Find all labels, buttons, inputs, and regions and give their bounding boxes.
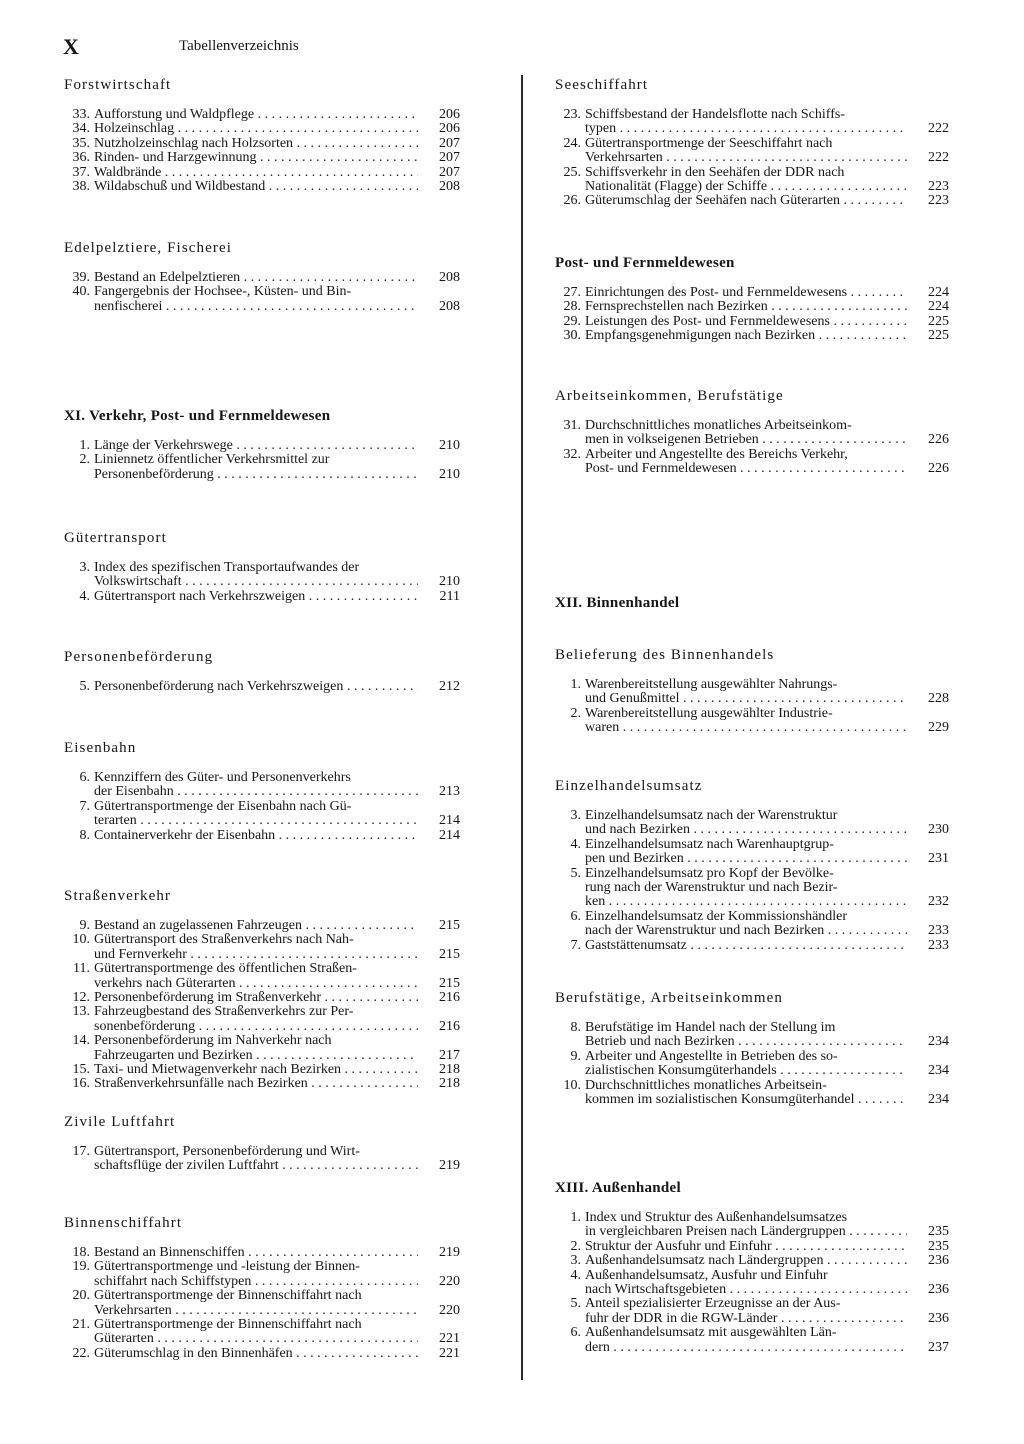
entry-title-line: Durchschnittliches monatliches Arbeitsein- (585, 1078, 827, 1093)
section-heading: Arbeitseinkommen, Berufstätige (555, 388, 784, 404)
section-heading: XIII. Außenhandel (555, 1180, 681, 1196)
entry-number: 15. (72, 1062, 90, 1078)
entry-number: 13. (72, 1004, 90, 1020)
entry-page-number: 217 (439, 1047, 460, 1063)
entry-page-number: 224 (928, 285, 949, 300)
toc-entry (64, 771, 460, 800)
entry-title-line: Gütertransportmenge der Eisenbahn nach Gü- (94, 799, 352, 814)
toc-entry (64, 122, 460, 136)
entry-page-number: 215 (439, 946, 460, 962)
section-heading: Berufstätige, Arbeitseinkommen (555, 990, 783, 1006)
toc-entry (555, 867, 949, 910)
entry-title-line: Güterumschlag in den Binnenhäfen . . . (94, 1347, 418, 1361)
entry-title-line: Schiffsbestand der Handelsflotte nach Schiffs- (585, 108, 845, 122)
toc-entry (64, 962, 460, 991)
entry-title-line: Gaststättenumsatz . . . (585, 939, 907, 953)
entry-title-line: Gütertransportmenge der Binnenschiffahrt nach (94, 1289, 362, 1304)
section-heading: XI. Verkehr, Post- und Fernmeldewesen (64, 408, 331, 424)
toc-entry (64, 919, 460, 933)
entry-page-number: 212 (439, 679, 460, 694)
entry-title-line: Post- und Fernmeldewesen . . . (585, 462, 907, 476)
toc-section (64, 1112, 460, 1174)
toc-entry (555, 329, 949, 343)
toc-section (555, 253, 949, 344)
entry-title-line: Leistungen des Post- und Fernmeldewesens . . . (585, 315, 907, 329)
entry-title-line: Einzelhandelsumsatz der Kommissionshändler (585, 909, 848, 924)
entry-title-line: waren . . . (585, 721, 907, 735)
toc-section (64, 886, 460, 1092)
entry-number: 7. (79, 798, 90, 814)
section-heading: Post- und Fernmeldewesen (555, 255, 735, 271)
toc-entry (555, 286, 949, 300)
entry-title-line: verkehrs nach Güterarten . . . (94, 977, 418, 991)
toc-section (64, 75, 460, 194)
entry-number: 16. (72, 1076, 90, 1092)
entry-page-number: 222 (928, 150, 949, 166)
toc-entry (64, 933, 460, 962)
entry-title-line: Verkehrsarten . . . (585, 151, 907, 165)
entry-number: 6. (79, 770, 90, 785)
toc-entry (555, 910, 949, 939)
entry-title-line: Durchschnittliches monatliches Arbeitseinkom- (585, 419, 852, 433)
entry-page-number: 219 (439, 1158, 460, 1174)
entry-title-line: Schiffsverkehr in den Seehäfen der DDR nach (585, 165, 845, 180)
column-divider (521, 75, 523, 1380)
toc-entry (64, 1034, 460, 1063)
toc-entry (64, 137, 460, 151)
toc-section (555, 75, 949, 209)
entry-number: 4. (79, 588, 90, 604)
entry-title-line: Bestand an zugelassenen Fahrzeugen . . . (94, 919, 418, 933)
entry-title-line: Empfangsgenehmigungen nach Bezirken . . . (585, 329, 907, 343)
entry-title-line: Taxi- und Mietwagenverkehr nach Bezirken . . . (94, 1063, 418, 1077)
section-heading: Eisenbahn (64, 740, 137, 756)
entry-page-number: 236 (928, 1282, 949, 1298)
entry-number: 5. (570, 1296, 581, 1312)
entry-title-line: Personenbeförderung . . . (94, 468, 418, 482)
toc-section (64, 406, 460, 482)
entry-number: 40. (72, 284, 90, 300)
entry-title-line: Einrichtungen des Post- und Fernmeldewesens . . . (585, 286, 907, 300)
entry-title-line: kommen im sozialistischen Konsumgüterhandel . . . (585, 1093, 907, 1107)
entry-title-line: Personenbeförderung im Straßenverkehr . . . (94, 991, 418, 1005)
entry-title-line: Nutzholzeinschlag nach Holzsorten . . . (94, 137, 418, 151)
toc-entry (64, 680, 460, 694)
entry-page-number: 234 (928, 1034, 949, 1050)
entry-title-line: Arbeiter und Angestellte des Bereichs Verkehr, (585, 447, 848, 462)
entry-title-line: nach der Warenstruktur und nach Bezirken . . . (585, 924, 907, 938)
section-heading: Gütertransport (64, 530, 167, 546)
toc-entry (64, 439, 460, 453)
entry-number: 5. (570, 865, 581, 881)
entry-title-line: pen und Bezirken . . . (585, 852, 907, 866)
entry-number: 29. (563, 313, 581, 329)
entry-title-line: dern . . . (585, 1341, 907, 1355)
entry-page-number: 207 (439, 164, 460, 180)
entry-page-number: 211 (439, 588, 460, 604)
entry-number: 3. (570, 1253, 581, 1269)
entry-title-line: Rinden- und Harzgewinnung . . . (94, 151, 418, 165)
toc-section (555, 1178, 949, 1355)
entry-page-number: 218 (439, 1062, 460, 1078)
entry-number: 1. (570, 1210, 581, 1225)
section-heading: Edelpelztiere, Fischerei (64, 240, 232, 256)
entry-page-number: 230 (928, 822, 949, 838)
entry-title-line: der Eisenbahn . . . (94, 785, 418, 799)
entry-number: 5. (79, 679, 90, 694)
entry-title-line: Straßenverkehrsunfälle nach Bezirken . . . (94, 1077, 418, 1091)
toc-entry (64, 561, 460, 590)
entry-title-line: und Genußmittel . . . (585, 692, 907, 706)
toc-entry (64, 1145, 460, 1174)
entry-number: 23. (563, 107, 581, 122)
entry-page-number: 231 (928, 851, 949, 867)
entry-page-number: 221 (439, 1331, 460, 1347)
entry-title-line: Außenhandelsumsatz, Ausfuhr und Einfuhr (585, 1268, 828, 1283)
section-heading: Zivile Luftfahrt (64, 1114, 176, 1130)
entry-title-line: Personenbeförderung im Nahverkehr nach (94, 1034, 332, 1049)
entry-page-number: 207 (439, 150, 460, 166)
entry-number: 11. (73, 961, 90, 977)
entry-page-number: 236 (928, 1253, 949, 1269)
entry-number: 10. (72, 932, 90, 948)
toc-entry (555, 1050, 949, 1079)
toc-entry (555, 108, 949, 137)
entry-title-line: Güterumschlag der Seehäfen nach Güterarten . . . (585, 194, 907, 208)
section-heading: Seeschiffahrt (555, 77, 649, 93)
entry-title-line: Index und Struktur des Außenhandelsumsatzes (585, 1211, 848, 1225)
entry-number: 35. (72, 135, 90, 151)
section-heading: Belieferung des Binnenhandels (555, 647, 775, 663)
entry-number: 4. (570, 1267, 581, 1283)
entry-title-line: Außenhandelsumsatz nach Ländergruppen . . . (585, 1254, 907, 1268)
entry-number: 26. (563, 193, 581, 209)
entry-number: 8. (79, 827, 90, 843)
toc-entry (555, 137, 949, 166)
entry-page-number: 216 (439, 1018, 460, 1034)
entry-page-number: 213 (439, 784, 460, 800)
entry-number: 25. (563, 164, 581, 180)
entry-number: 36. (72, 150, 90, 166)
entry-page-number: 233 (928, 937, 949, 953)
section-heading: Einzelhandelsumsatz (555, 778, 703, 794)
entry-title-line: men in volkseigenen Betrieben . . . (585, 433, 907, 447)
entry-title-line: Nationalität (Flagge) der Schiffe . . . (585, 180, 907, 194)
entry-page-number: 226 (928, 461, 949, 477)
entry-title-line: Gütertransport nach Verkehrszweigen . . . (94, 590, 418, 604)
entry-number: 2. (570, 1238, 581, 1254)
entry-title-line: schiffahrt nach Schiffstypen . . . (94, 1275, 418, 1289)
toc-entry (64, 1063, 460, 1077)
entry-page-number: 232 (928, 894, 949, 910)
entry-number: 2. (570, 705, 581, 721)
entry-title-line: Volkswirtschaft . . . (94, 575, 418, 589)
entry-page-number: 208 (439, 298, 460, 314)
entry-number: 1. (570, 677, 581, 692)
toc-section (555, 386, 949, 477)
entry-page-number: 207 (439, 135, 460, 151)
entry-number: 31. (563, 418, 581, 433)
toc-section (64, 528, 460, 604)
entry-title-line: Waldbrände . . . (94, 166, 418, 180)
entry-page-number: 235 (928, 1238, 949, 1254)
toc-entry (555, 194, 949, 208)
entry-page-number: 236 (928, 1310, 949, 1326)
toc-entry (555, 838, 949, 867)
entry-page-number: 206 (439, 121, 460, 137)
toc-entry (555, 419, 949, 448)
entry-page-number: 215 (439, 918, 460, 933)
toc-entry (64, 285, 460, 314)
entry-page-number: 220 (439, 1302, 460, 1318)
entry-title-line: Warenbereitstellung ausgewählter Industrie- (585, 706, 833, 721)
entry-page-number: 210 (439, 574, 460, 590)
entry-number: 1. (79, 438, 90, 453)
entry-title-line: Gütertransportmenge und -leistung der Binnen- (94, 1260, 360, 1275)
entry-number: 38. (72, 179, 90, 195)
entry-title-line: Länge der Verkehrswege . . . (94, 439, 418, 453)
entry-title-line: Struktur der Ausfuhr und Einfuhr . . . (585, 1240, 907, 1254)
toc-entry (555, 809, 949, 838)
section-heading: Straßenverkehr (64, 888, 172, 904)
toc-entry (555, 315, 949, 329)
entry-title-line: nenfischerei . . . (94, 300, 418, 314)
entry-title-line: ken . . . (585, 895, 907, 909)
entry-page-number: 206 (439, 107, 460, 122)
entry-title-line: Verkehrsarten . . . (94, 1304, 418, 1318)
toc-entry (64, 180, 460, 194)
entry-title-line: zialistischen Konsumgüterhandels . . . (585, 1064, 907, 1078)
entry-number: 3. (570, 808, 581, 823)
entry-page-number: 223 (928, 179, 949, 195)
entry-title-line: terarten . . . (94, 814, 418, 828)
entry-title-line: Wildabschuß und Wildbestand . . . (94, 180, 418, 194)
entry-title-line: Anteil spezialisierter Erzeugnisse an der Aus- (585, 1297, 841, 1312)
entry-number: 33. (72, 107, 90, 122)
entry-title-line: Gütertransport, Personenbeförderung und Wirt- (94, 1145, 360, 1159)
toc-entry (555, 678, 949, 707)
section-heading: Binnenschiffahrt (64, 1215, 183, 1231)
entry-number: 27. (563, 285, 581, 300)
page-title: Tabellenverzeichnis (179, 38, 299, 54)
entry-page-number: 210 (439, 438, 460, 453)
toc-entry (64, 1260, 460, 1289)
entry-page-number: 214 (439, 827, 460, 843)
entry-title-line: Güterarten . . . (94, 1332, 418, 1346)
entry-page-number: 234 (928, 1092, 949, 1108)
entry-page-number: 219 (439, 1245, 460, 1260)
entry-page-number: 214 (439, 813, 460, 829)
toc-entry (64, 1246, 460, 1260)
entry-title-line: Liniennetz öffentlicher Verkehrsmittel zur (94, 453, 330, 468)
entry-page-number: 225 (928, 328, 949, 344)
entry-title-line: Gütertransportmenge der Binnenschiffahrt nach (94, 1318, 362, 1333)
toc-entry (555, 1079, 949, 1108)
entry-number: 28. (563, 299, 581, 315)
toc-entry (555, 939, 949, 953)
entry-number: 6. (570, 908, 581, 924)
entry-title-line: Gütertransport des Straßenverkehrs nach Nah- (94, 933, 354, 948)
entry-number: 9. (79, 918, 90, 933)
entry-title-line: und Fernverkehr . . . (94, 948, 418, 962)
entry-title-line: Personenbeförderung nach Verkehrszweigen . . . (94, 680, 418, 694)
toc-entry (555, 1021, 949, 1050)
entry-title-line: und nach Bezirken . . . (585, 823, 907, 837)
entry-page-number: 223 (928, 193, 949, 209)
entry-page-number: 222 (928, 121, 949, 137)
entry-number: 10. (563, 1077, 581, 1093)
toc-entry (555, 1297, 949, 1326)
entry-number: 39. (72, 270, 90, 285)
toc-entry (555, 707, 949, 736)
entry-title-line: Fahrzeugarten und Bezirken . . . (94, 1049, 418, 1063)
entry-title-line: in vergleichbaren Preisen nach Ländergruppen . . . (585, 1225, 907, 1239)
entry-title-line: Gütertransportmenge der Seeschiffahrt nach (585, 136, 833, 151)
toc-entry (555, 1326, 949, 1355)
entry-page-number: 210 (439, 466, 460, 482)
entry-page-number: 225 (928, 313, 949, 329)
entry-title-line: Einzelhandelsumsatz nach der Warenstruktur (585, 809, 838, 823)
entry-title-line: Bestand an Binnenschiffen . . . (94, 1246, 418, 1260)
page-roman-numeral: X (63, 34, 79, 59)
entry-number: 6. (570, 1325, 581, 1341)
entry-number: 12. (72, 990, 90, 1006)
section-heading: Forstwirtschaft (64, 77, 172, 93)
entry-number: 21. (72, 1317, 90, 1333)
toc-entry (555, 1269, 949, 1298)
entry-number: 24. (563, 135, 581, 151)
toc-entry (64, 151, 460, 165)
entry-title-line: Index des spezifischen Transportaufwandes der (94, 561, 360, 575)
toc-entry (64, 108, 460, 122)
entry-title-line: Einzelhandelsumsatz nach Warenhauptgrup- (585, 837, 834, 852)
entry-title-line: fuhr der DDR in die RGW-Länder . . . (585, 1312, 907, 1326)
entry-title-line: Einzelhandelsumsatz pro Kopf der Bevölke- (585, 866, 834, 881)
entry-page-number: 235 (928, 1224, 949, 1240)
entry-title-line: nach Wirtschaftsgebieten . . . (585, 1283, 907, 1297)
toc-entry (555, 300, 949, 314)
entry-title-line: Betrieb und nach Bezirken . . . (585, 1035, 907, 1049)
entry-title-line: Außenhandelsumsatz mit ausgewählten Län- (585, 1326, 837, 1341)
toc-entry (555, 1240, 949, 1254)
entry-title-line: Fangergebnis der Hochsee-, Küsten- und Bin- (94, 285, 352, 300)
entry-page-number: 224 (928, 299, 949, 315)
entry-title-line: Fernsprechstellen nach Bezirken . . . (585, 300, 907, 314)
toc-entry (555, 1211, 949, 1240)
entry-number: 20. (72, 1288, 90, 1304)
entry-title-line: Warenbereitstellung ausgewählter Nahrungs- (585, 678, 838, 692)
entry-page-number: 216 (439, 990, 460, 1006)
entry-number: 9. (570, 1048, 581, 1064)
entry-page-number: 237 (928, 1339, 949, 1355)
entry-number: 34. (72, 121, 90, 137)
section-heading: XII. Binnenhandel (555, 595, 680, 611)
entry-page-number: 220 (439, 1273, 460, 1289)
toc-entry (64, 991, 460, 1005)
entry-title-line: typen . . . (585, 122, 907, 136)
entry-title-line: Berufstätige im Handel nach der Stellung im (585, 1021, 836, 1035)
entry-number: 14. (72, 1033, 90, 1049)
entry-title-line: Gütertransportmenge des öffentlichen Straßen- (94, 962, 357, 977)
entry-title-line: Holzeinschlag . . . (94, 122, 418, 136)
toc-section (555, 776, 949, 953)
entry-number: 2. (79, 452, 90, 468)
entry-title-line: Bestand an Edelpelztieren . . . (94, 271, 418, 285)
toc-entry (555, 448, 949, 477)
entry-page-number: 229 (928, 720, 949, 736)
entry-page-number: 221 (439, 1345, 460, 1361)
toc-section (64, 738, 460, 843)
entry-number: 22. (72, 1345, 90, 1361)
section-heading: Personenbeförderung (64, 649, 214, 665)
toc-entry (64, 1289, 460, 1318)
entry-number: 7. (570, 937, 581, 953)
entry-page-number: 233 (928, 923, 949, 939)
entry-page-number: 228 (928, 691, 949, 707)
toc-entry (64, 1318, 460, 1347)
entry-number: 18. (72, 1245, 90, 1260)
entry-number: 19. (72, 1259, 90, 1275)
toc-section (64, 647, 460, 694)
toc-entry (64, 590, 460, 604)
toc-entry (64, 800, 460, 829)
entry-title-line: rung nach der Warenstruktur und nach Bezir- (585, 881, 838, 896)
toc-entry (64, 829, 460, 843)
entry-title-line: schaftsflüge der zivilen Luftfahrt . . . (94, 1159, 418, 1173)
entry-number: 30. (563, 328, 581, 344)
toc-section (64, 238, 460, 314)
toc-entry (64, 1347, 460, 1361)
entry-page-number: 215 (439, 975, 460, 991)
toc-entry (64, 271, 460, 285)
entry-number: 4. (570, 836, 581, 852)
entry-title-line: Fahrzeugbestand des Straßenverkehrs zur Per- (94, 1005, 354, 1020)
entry-number: 17. (72, 1144, 90, 1159)
toc-entry (555, 1254, 949, 1268)
entry-page-number: 208 (439, 270, 460, 285)
entry-title-line: Containerverkehr der Eisenbahn . . . (94, 829, 418, 843)
entry-number: 37. (72, 164, 90, 180)
toc-section (555, 988, 949, 1107)
entry-title-line: sonenbeförderung . . . (94, 1020, 418, 1034)
entry-number: 3. (79, 560, 90, 575)
entry-title-line: Arbeiter und Angestellte in Betrieben des so- (585, 1049, 838, 1064)
toc-section (555, 645, 949, 736)
entry-number: 8. (570, 1020, 581, 1035)
entry-title-line: Aufforstung und Waldpflege . . . (94, 108, 418, 122)
toc-section (64, 1213, 460, 1361)
entry-title-line: Kennziffern des Güter- und Personenverkehrs (94, 771, 351, 785)
toc-section (555, 593, 949, 626)
entry-number: 32. (563, 446, 581, 462)
entry-page-number: 226 (928, 432, 949, 448)
entry-page-number: 218 (439, 1076, 460, 1092)
toc-entry (64, 1005, 460, 1034)
toc-entry (64, 166, 460, 180)
entry-page-number: 234 (928, 1063, 949, 1079)
toc-entry (64, 1077, 460, 1091)
entry-page-number: 208 (439, 179, 460, 195)
toc-entry (555, 166, 949, 195)
toc-entry (64, 453, 460, 482)
